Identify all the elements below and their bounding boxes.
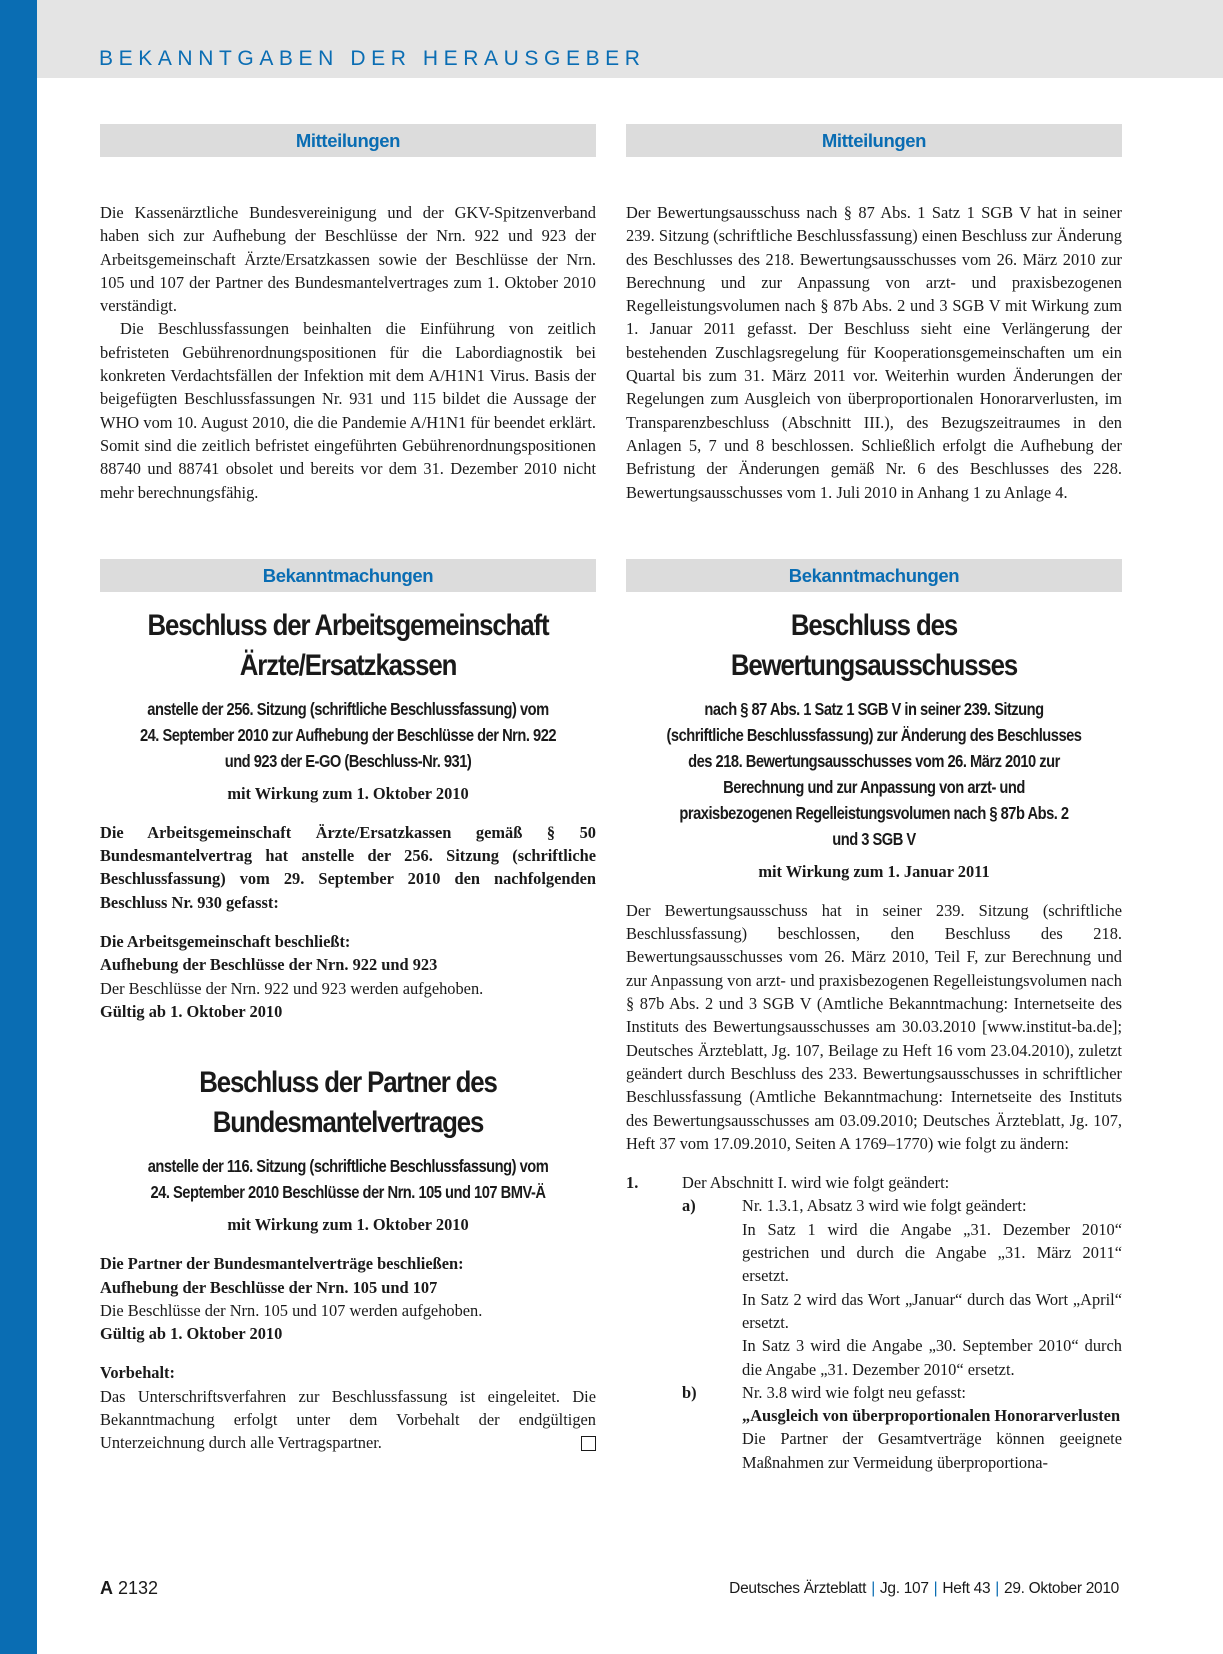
journal-date: 29. Oktober 2010	[1004, 1580, 1119, 1597]
section-header-mitteilungen-right: Mitteilungen	[626, 124, 1122, 157]
amendment-item-1-number: 1.	[626, 1173, 639, 1193]
resolution-3-title	[661, 606, 1088, 686]
journal-volume: Jg. 107	[879, 1580, 929, 1597]
resolution-3-title-line-1: Beschluss des	[790, 608, 958, 642]
resolution-2-subtitle: anstelle der 116. Sitzung (schriftliche Beschlussfassung) vom 24. September 2010 Beschlüsse der Nrn. 105 und 107 BMV-Ä	[147, 1156, 549, 1203]
resolution-1-title	[135, 606, 562, 686]
resolution-1-title-line-1: Beschluss der Arbeitsgemeinschaft	[147, 608, 549, 642]
resolution-3-intro: Der Bewertungsausschuss hat in seiner 239. Sitzung (schriftliche Beschlussfassung) beschlossen, den Beschluss des 218. Bewertungsausschusses vom 26. März 2010, Teil F, zur Berechnung und zur Anpassung von arzt- und praxisbezogenen Regelleistungsvolumen nach § 87b Abs. 2 und 3 SGB V (Amtliche Bekanntmachung: Internetseite des Instituts des Bewertungsausschusses am 30.03.2010 [www.institut-ba.de]; Deutsches Ärzteblatt, Jg. 107, Beilage zu Heft 16 vom 23.04.2010), zuletzt geändert durch Beschluss des 233. Bewertungsausschusses in schriftlicher Beschlussfassung (Amtliche Bekanntmachung: Internetseite des Instituts des Bewertungsausschusses am 03.09.2010; Deutsches Ärzteblatt, Jg. 107, Heft 37 vom 17.09.2010, Seiten A 1769–1770) wie folgt zu ändern:	[626, 900, 1122, 1153]
resolution-1-subtitle: anstelle der 256. Sitzung (schriftliche Beschlussfassung) vom 24. September 2010 zur Aufhebung der Beschlüsse der Nrn. 922 und 923 der E-GO (Beschluss-Nr. 931)	[139, 698, 557, 771]
section-header-bekanntmachungen-right: Bekanntmachungen	[626, 559, 1122, 592]
resolution-3-effective-date: mit Wirkung zum 1. Januar 2011	[758, 861, 990, 881]
resolution-1-valid-from: Gültig ab 1. Oktober 2010	[100, 1001, 283, 1021]
journal-citation	[729, 1580, 1119, 1598]
resolution-2-effective-date: mit Wirkung zum 1. Oktober 2010	[227, 1215, 469, 1235]
amendment-item-1	[626, 1171, 1122, 1194]
journal-name: Deutsches Ärzteblatt	[729, 1580, 867, 1597]
page-prefix: A	[100, 1578, 113, 1598]
resolution-1-decision-label: Die Arbeitsgemeinschaft beschließt:	[100, 932, 351, 952]
resolution-2-decision-heading: Aufhebung der Beschlüsse der Nrn. 105 und 107	[100, 1277, 438, 1297]
resolution-2-valid-from: Gültig ab 1. Oktober 2010	[100, 1324, 283, 1344]
amendment-item-1b-text: Nr. 3.8 wird wie folgt neu gefasst:	[742, 1382, 966, 1402]
amendment-item-1a	[626, 1194, 1122, 1380]
resolution-2-title-line-2: Bundesmantelvertrages	[212, 1106, 484, 1140]
amendment-item-1b-letter: b)	[682, 1382, 697, 1402]
amendment-item-1a-letter: a)	[682, 1196, 696, 1216]
resolution-3-subtitle: nach § 87 Abs. 1 Satz 1 SGB V in seiner 239. Sitzung (schriftliche Beschlussfassung) zur Änderung des Beschlusses des 218. Bewertungsausschusses vom 26. März 2010 zur Berechnung und zur Anpassung von arzt- und praxisbezogenen Regelleistungsvolumen nach § 87b Abs. 2 und 3 SGB V	[666, 698, 1082, 849]
amendment-item-1b	[626, 1381, 1122, 1474]
side-accent-bar	[0, 0, 37, 1654]
amendment-item-1a-text: Nr. 1.3.1, Absatz 3 wird wie folgt geändert:	[742, 1196, 1027, 1216]
amendment-item-1a-sentence-2: In Satz 2 wird das Wort „Januar“ durch das Wort „April“ ersetzt.	[742, 1289, 1122, 1332]
amendment-item-1a-sentence-1: In Satz 1 wird die Angabe „31. Dezember 2010“ gestrichen und durch die Angabe „31. März 2011“ ersetzt.	[742, 1219, 1122, 1286]
resolution-2-title	[135, 1063, 562, 1143]
amendment-item-1b-sentence-1: Die Partner der Gesamtverträge können geeignete Maßnahmen zur Vermeidung überproportiona-	[742, 1429, 1122, 1472]
amendment-item-1b-body	[742, 1381, 1122, 1474]
resolution-2-title-line-1: Beschluss der Partner des	[199, 1066, 497, 1100]
amendment-item-1-text: Der Abschnitt I. wird wie folgt geändert:	[682, 1173, 950, 1193]
resolution-2-decision-label: Die Partner der Bundesmantelverträge beschließen:	[100, 1254, 464, 1274]
resolution-3-title-line-2: Bewertungsausschusses	[730, 648, 1018, 682]
reservation-label: Vorbehalt:	[100, 1363, 175, 1383]
resolution-1-intro: Die Arbeitsgemeinschaft Ärzte/Ersatzkassen gemäß § 50 Bundesmantelvertrag hat anstelle der 256. Sitzung (schriftliche Beschlussfassung) vom 29. September 2010 den nachfolgenden Beschluss Nr. 930 gefasst:	[100, 822, 596, 912]
section-header-bekanntmachungen-left: Bekanntmachungen	[100, 559, 596, 592]
separator: |	[933, 1580, 938, 1597]
separator: |	[871, 1580, 875, 1597]
amendment-item-1a-body	[742, 1194, 1122, 1380]
reservation-text	[100, 1385, 596, 1455]
page-number-value: 2132	[118, 1578, 159, 1598]
left-column	[100, 124, 596, 1455]
resolution-1-decision-heading: Aufhebung der Beschlüsse der Nrn. 922 und 923	[100, 955, 438, 975]
resolution-1-effective-date: mit Wirkung zum 1. Oktober 2010	[227, 783, 469, 803]
journal-issue: Heft 43	[942, 1580, 991, 1597]
left-mitteilung-paragraph-1: Die Kassenärztliche Bundesvereinigung und der GKV-Spitzenverband haben sich zur Aufhebung der Beschlüsse der Nrn. 922 und 923 der Arbeitsgemeinschaft Ärzte/Ersatzkassen sowie der Beschlüsse der Nrn. 105 und 107 der Partner des Bundesmantelvertrages zum 1. Oktober 2010 verständigt.	[100, 203, 596, 316]
page-number	[100, 1578, 158, 1599]
left-mitteilung-paragraph-2: Die Beschlussfassungen beinhalten die Einführung von zeitlich befristeten Gebührenordnungspositionen für die Labordiagnostik bei konkreten Verdachtsfällen der Infektion mit dem A/H1N1 Virus. Basis der beigefügten Beschlussfassungen Nr. 931 und 115 bildet die Aussage der WHO vom 10. August 2010, die die Pandemie A/H1N1 für beendet erklärt. Somit sind die zeitlich befristet eingeführten Gebührenordnungspositionen 88740 und 88741 obsolet und bereits vor dem 31. Dezember 2010 nicht mehr berechnungsfähig.	[100, 319, 596, 502]
end-mark-icon	[581, 1436, 596, 1451]
reservation-text-content: Das Unterschriftsverfahren zur Beschlussfassung ist eingeleitet. Die Bekanntmachung erfolgt unter dem Vorbehalt der endgültigen Unterzeichnung durch alle Vertragspartner.	[100, 1386, 596, 1453]
resolution-1-decision-text: Der Beschlüsse der Nrn. 922 und 923 werden aufgehoben.	[100, 978, 484, 998]
section-header-mitteilungen-left: Mitteilungen	[100, 124, 596, 157]
amendment-item-1a-sentence-3: In Satz 3 wird die Angabe „30. September 2010“ durch die Angabe „31. Dezember 2010“ ersetzt.	[742, 1336, 1122, 1379]
right-mitteilung-paragraph: Der Bewertungsausschuss nach § 87 Abs. 1 Satz 1 SGB V hat in seiner 239. Sitzung (schriftliche Beschlussfassung) einen Beschluss zur Änderung des Beschlusses des 218. Bewertungsausschusses vom 26. März 2010 zur Berechnung und zur Anpassung von arzt- und praxisbezogenen Regelleistungsvolumen nach § 87b Abs. 2 und 3 SGB V mit Wirkung zum 1. Januar 2011 gefasst. Der Beschluss sieht eine Verlängerung der bestehenden Zuschlagsregelung für Kooperationsgemeinschaften um ein Quartal bis zum 31. März 2011 vor. Weiterhin wurden Änderungen der Regelungen zum Ausgleich von überproportionalen Honorarverlusten, im Transparenzbeschluss (Abschnitt III.), des Bezugszeitraumes in den Anlagen 5, 7 und 8 beschlossen. Schließlich erfolgt die Aufhebung der Befristung der Änderungen gemäß Nr. 6 des Beschlusses des 228. Bewertungsausschusses vom 1. Juli 2010 in Anhang 1 zu Anlage 4.	[626, 203, 1122, 502]
right-column	[626, 124, 1122, 1474]
amendment-item-1b-heading: „Ausgleich von überproportionalen Honorarverlusten	[742, 1406, 1121, 1426]
separator: |	[995, 1580, 1000, 1597]
page-header-title: BEKANNTGABEN DER HERAUSGEBER	[99, 47, 646, 70]
resolution-2-decision-text: Die Beschlüsse der Nrn. 105 und 107 werden aufgehoben.	[100, 1300, 483, 1320]
resolution-1-title-line-2: Ärzte/Ersatzkassen	[239, 648, 457, 682]
